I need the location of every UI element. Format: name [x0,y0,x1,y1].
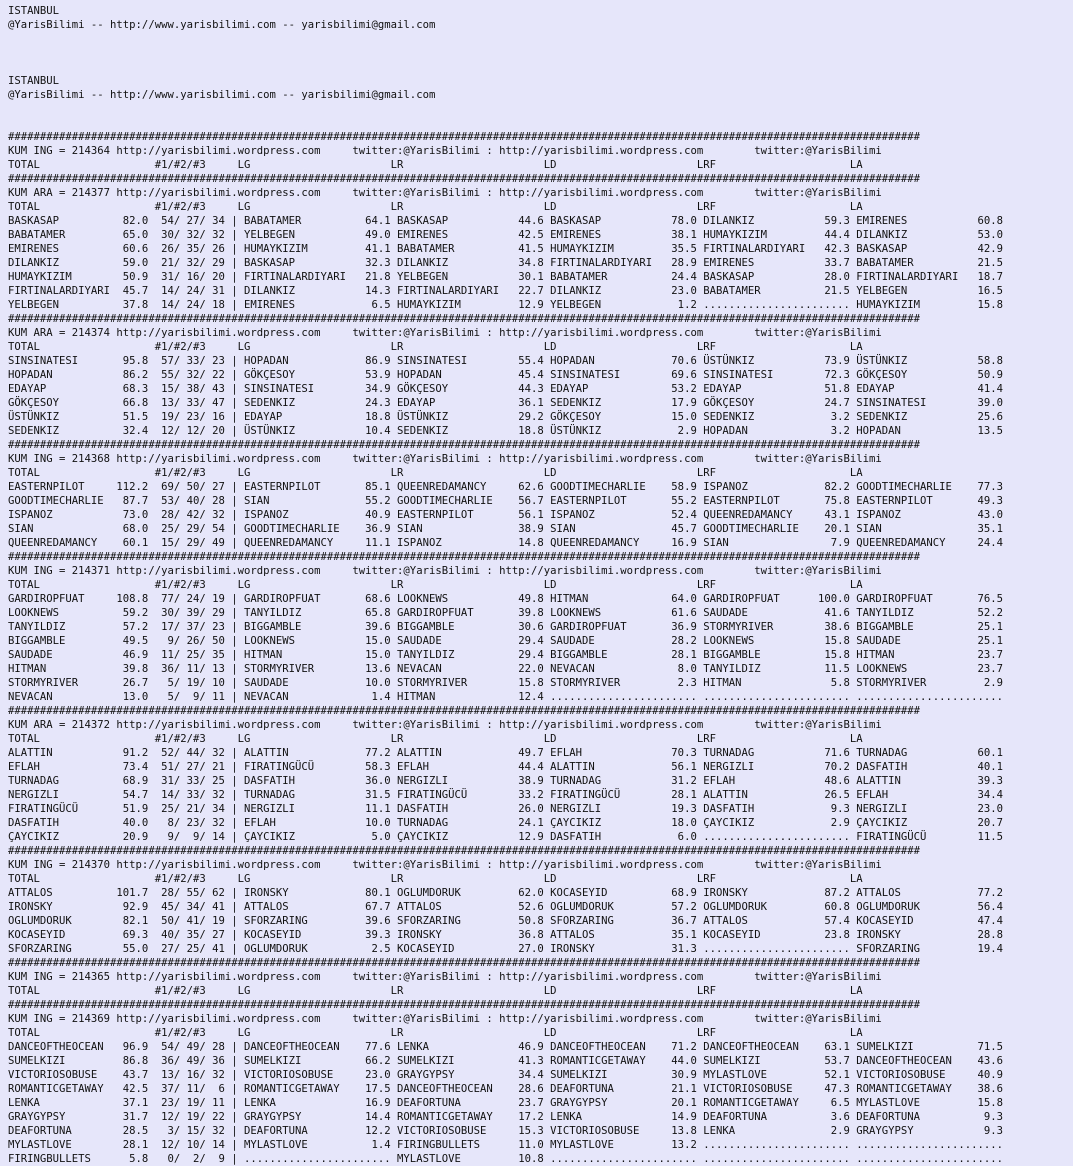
result-row: ISPANOZ 73.0 28/ 42/ 32 | ISPANOZ 40.9 EASTERNPILOT 56.1 ISPANOZ 52.4 QUEENREDAMANCY 43.1 ISPANOZ 43.0 [8,509,1003,521]
result-row: GRAYGYPSY 31.7 12/ 19/ 22 | GRAYGYPSY 14.4 ROMANTICGETAWAY 17.2 LENKA 14.9 DEAFORTUNA 3.6 DEAFORTUNA 9.3 [8,1111,1003,1123]
result-row: EASTERNPILOT 112.2 69/ 50/ 27 | EASTERNPILOT 85.1 QUEENREDAMANCY 62.6 GOODTIMECHARLIE 58.9 ISPANOZ 82.2 GOODTIMECHARLIE 77.3 [8,481,1003,493]
result-row: BABATAMER 65.0 30/ 32/ 32 | YELBEGEN 49.0 EMIRENES 42.5 EMIRENES 38.1 HUMAYKIZIM 44.4 DILANKIZ 53.0 [8,229,1003,241]
separator-line: ############################################################################################################################################### [8,313,921,325]
column-header-line: TOTAL #1/#2/#3 LG LR LD LRF LA [8,1027,863,1039]
separator-line: ############################################################################################################################################### [8,173,921,185]
result-row: HUMAYKIZIM 50.9 31/ 16/ 20 | FIRTINALARDIYARI 21.8 YELBEGEN 30.1 BABATAMER 24.4 BASKASAP 28.0 FIRTINALARDIYARI 18.7 [8,271,1003,283]
result-row: FIRINGBULLETS 5.8 0/ 2/ 9 | ....................... MYLASTLOVE 10.8 ....................... ....................... ....................... [8,1153,1003,1165]
result-row: GÖKÇESOY 66.8 13/ 33/ 47 | SEDENKIZ 24.3 EDAYAP 36.1 SEDENKIZ 17.9 GÖKÇESOY 24.7 SINSINATESI 39.0 [8,397,1003,409]
separator-line: ############################################################################################################################################### [8,439,921,451]
blank-line [8,60,1073,74]
result-row: FIRTINALARDIYARI 45.7 14/ 24/ 31 | DILANKIZ 14.3 FIRTINALARDIYARI 22.7 DILANKIZ 23.0 BABATAMER 21.5 YELBEGEN 16.5 [8,285,1003,297]
result-row: DEAFORTUNA 28.5 3/ 15/ 32 | DEAFORTUNA 12.2 VICTORIOSOBUSE 15.3 VICTORIOSOBUSE 13.8 LENKA 2.9 GRAYGYPSY 9.3 [8,1125,1003,1137]
blank-line [8,32,1073,46]
result-row: ALATTIN 91.2 52/ 44/ 32 | ALATTIN 77.2 ALATTIN 49.7 EFLAH 70.3 TURNADAG 71.6 TURNADAG 60.1 [8,747,1003,759]
city-title: ISTANBUL [8,75,60,87]
result-row: QUEENREDAMANCY 60.1 15/ 29/ 49 | QUEENREDAMANCY 11.1 ISPANOZ 14.8 QUEENREDAMANCY 16.9 SIAN 7.9 QUEENREDAMANCY 24.4 [8,537,1003,549]
race-header-line: KUM ING = 214368 http://yarisbilimi.wordpress.com twitter:@YarisBilimi : http://yarisbilimi.wordpress.com twitter:@YarisBilimi [8,453,882,465]
race-header-line: KUM ARA = 214372 http://yarisbilimi.wordpress.com twitter:@YarisBilimi : http://yarisbilimi.wordpress.com twitter:@YarisBilimi [8,719,882,731]
separator-line: ############################################################################################################################################### [8,845,921,857]
blank-line [8,102,1073,116]
result-row: STORMYRIVER 26.7 5/ 19/ 10 | SAUDADE 10.0 STORMYRIVER 15.8 STORMYRIVER 2.3 HITMAN 5.8 STORMYRIVER 2.9 [8,677,1003,689]
result-row: SEDENKIZ 32.4 12/ 12/ 20 | ÜSTÜNKIZ 10.4 SEDENKIZ 18.8 ÜSTÜNKIZ 2.9 HOPADAN 3.2 HOPADAN 13.5 [8,425,1003,437]
result-row: SIAN 68.0 25/ 29/ 54 | GOODTIMECHARLIE 36.9 SIAN 38.9 SIAN 45.7 GOODTIMECHARLIE 20.1 SIAN 35.1 [8,523,1003,535]
contact-line: @YarisBilimi -- http://www.yarisbilimi.com -- yarisbilimi@gmail.com [8,19,436,31]
result-row: ATTALOS 101.7 28/ 55/ 62 | IRONSKY 80.1 OGLUMDORUK 62.0 KOCASEYID 68.9 IRONSKY 87.2 ATTALOS 77.2 [8,887,1003,899]
result-row: ÇAYCIKIZ 20.9 9/ 9/ 14 | ÇAYCIKIZ 5.0 ÇAYCIKIZ 12.9 DASFATIH 6.0 ....................... FIRATINGÜCÜ 11.5 [8,831,1003,843]
result-row: EDAYAP 68.3 15/ 38/ 43 | SINSINATESI 34.9 GÖKÇESOY 44.3 EDAYAP 53.2 EDAYAP 51.8 EDAYAP 41.4 [8,383,1003,395]
race-header-line: KUM ING = 214369 http://yarisbilimi.wordpress.com twitter:@YarisBilimi : http://yarisbilimi.wordpress.com twitter:@YarisBilimi [8,1013,882,1025]
result-row: GARDIROPFUAT 108.8 77/ 24/ 19 | GARDIROPFUAT 68.6 LOOKNEWS 49.8 HITMAN 64.0 GARDIROPFUAT 100.0 GARDIROPFUAT 76.5 [8,593,1003,605]
race-header-line: KUM ARA = 214374 http://yarisbilimi.wordpress.com twitter:@YarisBilimi : http://yarisbilimi.wordpress.com twitter:@YarisBilimi [8,327,882,339]
result-row: EMIRENES 60.6 26/ 35/ 26 | HUMAYKIZIM 41.1 BABATAMER 41.5 HUMAYKIZIM 35.5 FIRTINALARDIYARI 42.3 BASKASAP 42.9 [8,243,1003,255]
race-header-line: KUM ING = 214365 http://yarisbilimi.wordpress.com twitter:@YarisBilimi : http://yarisbilimi.wordpress.com twitter:@YarisBilimi [8,971,882,983]
separator-line: ############################################################################################################################################### [8,999,921,1011]
result-row: DILANKIZ 59.0 21/ 32/ 29 | BASKASAP 32.3 DILANKIZ 34.8 FIRTINALARDIYARI 28.9 EMIRENES 33.7 BABATAMER 21.5 [8,257,1003,269]
race-header-line: KUM ING = 214364 http://yarisbilimi.wordpress.com twitter:@YarisBilimi : http://yarisbilimi.wordpress.com twitter:@YarisBilimi [8,145,882,157]
result-row: HITMAN 39.8 36/ 11/ 13 | STORMYRIVER 13.6 NEVACAN 22.0 NEVACAN 8.0 TANYILDIZ 11.5 LOOKNEWS 23.7 [8,663,1003,675]
result-row: NEVACAN 13.0 5/ 9/ 11 | NEVACAN 1.4 HITMAN 12.4 ....................... ....................... ....................... [8,691,1003,703]
result-row: SINSINATESI 95.8 57/ 33/ 23 | HOPADAN 86.9 SINSINATESI 55.4 HOPADAN 70.6 ÜSTÜNKIZ 73.9 ÜSTÜNKIZ 58.8 [8,355,1003,367]
result-row: IRONSKY 92.9 45/ 34/ 41 | ATTALOS 67.7 ATTALOS 52.6 OGLUMDORUK 57.2 OGLUMDORUK 60.8 OGLUMDORUK 56.4 [8,901,1003,913]
result-row: DANCEOFTHEOCEAN 96.9 54/ 49/ 28 | DANCEOFTHEOCEAN 77.6 LENKA 46.9 DANCEOFTHEOCEAN 71.2 DANCEOFTHEOCEAN 63.1 SUMELKIZI 71.5 [8,1041,1003,1053]
race-header-line: KUM ING = 214370 http://yarisbilimi.wordpress.com twitter:@YarisBilimi : http://yarisbilimi.wordpress.com twitter:@YarisBilimi [8,859,882,871]
separator-line: ############################################################################################################################################### [8,131,921,143]
result-row: SAUDADE 46.9 11/ 25/ 35 | HITMAN 15.0 TANYILDIZ 29.4 BIGGAMBLE 28.1 BIGGAMBLE 15.8 HITMAN 23.7 [8,649,1003,661]
result-row: HOPADAN 86.2 55/ 32/ 22 | GÖKÇESOY 53.9 HOPADAN 45.4 SINSINATESI 69.6 SINSINATESI 72.3 GÖKÇESOY 50.9 [8,369,1003,381]
column-header-line: TOTAL #1/#2/#3 LG LR LD LRF LA [8,341,863,353]
blank-line [8,46,1073,60]
result-row: DASFATIH 40.0 8/ 23/ 32 | EFLAH 10.0 TURNADAG 24.1 ÇAYCIKIZ 18.0 ÇAYCIKIZ 2.9 ÇAYCIKIZ 20.7 [8,817,1003,829]
column-header-line: TOTAL #1/#2/#3 LG LR LD LRF LA [8,985,863,997]
result-row: GOODTIMECHARLIE 87.7 53/ 40/ 28 | SIAN 55.2 GOODTIMECHARLIE 56.7 EASTERNPILOT 55.2 EASTERNPILOT 75.8 EASTERNPILOT 49.3 [8,495,1003,507]
separator-line: ############################################################################################################################################### [8,957,921,969]
result-row: FIRATINGÜCÜ 51.9 25/ 21/ 34 | NERGIZLI 11.1 DASFATIH 26.0 NERGIZLI 19.3 DASFATIH 9.3 NERGIZLI 23.0 [8,803,1003,815]
column-header-line: TOTAL #1/#2/#3 LG LR LD LRF LA [8,733,863,745]
result-row: VICTORIOSOBUSE 43.7 13/ 16/ 32 | VICTORIOSOBUSE 23.0 GRAYGYPSY 34.4 SUMELKIZI 30.9 MYLASTLOVE 52.1 VICTORIOSOBUSE 40.9 [8,1069,1003,1081]
result-row: TURNADAG 68.9 31/ 33/ 25 | DASFATIH 36.0 NERGIZLI 38.9 TURNADAG 31.2 EFLAH 48.6 ALATTIN 39.3 [8,775,1003,787]
result-row: TANYILDIZ 57.2 17/ 37/ 23 | BIGGAMBLE 39.6 BIGGAMBLE 30.6 GARDIROPFUAT 36.9 STORMYRIVER 38.6 BIGGAMBLE 25.1 [8,621,1003,633]
race-header-line: KUM ING = 214371 http://yarisbilimi.wordpress.com twitter:@YarisBilimi : http://yarisbilimi.wordpress.com twitter:@YarisBilimi [8,565,882,577]
result-row: ÜSTÜNKIZ 51.5 19/ 23/ 16 | EDAYAP 18.8 ÜSTÜNKIZ 29.2 GÖKÇESOY 15.0 SEDENKIZ 3.2 SEDENKIZ 25.6 [8,411,1003,423]
result-row: YELBEGEN 37.8 14/ 24/ 18 | EMIRENES 6.5 HUMAYKIZIM 12.9 YELBEGEN 1.2 ....................... HUMAYKIZIM 15.8 [8,299,1003,311]
result-row: BIGGAMBLE 49.5 9/ 26/ 50 | LOOKNEWS 15.0 SAUDADE 29.4 SAUDADE 28.2 LOOKNEWS 15.8 SAUDADE 25.1 [8,635,1003,647]
blank-line [8,116,1073,130]
race-header-line: KUM ARA = 214377 http://yarisbilimi.wordpress.com twitter:@YarisBilimi : http://yarisbilimi.wordpress.com twitter:@YarisBilimi [8,187,882,199]
contact-line: @YarisBilimi -- http://www.yarisbilimi.com -- yarisbilimi@gmail.com [8,89,436,101]
result-row: NERGIZLI 54.7 14/ 33/ 32 | TURNADAG 31.5 FIRATINGÜCÜ 33.2 FIRATINGÜCÜ 28.1 ALATTIN 26.5 EFLAH 34.4 [8,789,1003,801]
separator-line: ############################################################################################################################################### [8,705,921,717]
result-row: MYLASTLOVE 28.1 12/ 10/ 14 | MYLASTLOVE 1.4 FIRINGBULLETS 11.0 MYLASTLOVE 13.2 ....................... ....................... [8,1139,1003,1151]
column-header-line: TOTAL #1/#2/#3 LG LR LD LRF LA [8,201,863,213]
column-header-line: TOTAL #1/#2/#3 LG LR LD LRF LA [8,579,863,591]
column-header-line: TOTAL #1/#2/#3 LG LR LD LRF LA [8,159,863,171]
result-row: LENKA 37.1 23/ 19/ 11 | LENKA 16.9 DEAFORTUNA 23.7 GRAYGYPSY 20.1 ROMANTICGETAWAY 6.5 MYLASTLOVE 15.8 [8,1097,1003,1109]
result-row: SFORZARING 55.0 27/ 25/ 41 | OGLUMDORUK 2.5 KOCASEYID 27.0 IRONSKY 31.3 ....................... SFORZARING 19.4 [8,943,1003,955]
result-row: OGLUMDORUK 82.1 50/ 41/ 19 | SFORZARING 39.6 SFORZARING 50.8 SFORZARING 36.7 ATTALOS 57.4 KOCASEYID 47.4 [8,915,1003,927]
result-row: ROMANTICGETAWAY 42.5 37/ 11/ 6 | ROMANTICGETAWAY 17.5 DANCEOFTHEOCEAN 28.6 DEAFORTUNA 21.1 VICTORIOSOBUSE 47.3 ROMANTICGETAWAY 38.6 [8,1083,1003,1095]
column-header-line: TOTAL #1/#2/#3 LG LR LD LRF LA [8,873,863,885]
separator-line: ############################################################################################################################################### [8,551,921,563]
result-row: KOCASEYID 69.3 40/ 35/ 27 | KOCASEYID 39.3 IRONSKY 36.8 ATTALOS 35.1 KOCASEYID 23.8 IRONSKY 28.8 [8,929,1003,941]
result-row: LOOKNEWS 59.2 30/ 39/ 29 | TANYILDIZ 65.8 GARDIROPFUAT 39.8 LOOKNEWS 61.6 SAUDADE 41.6 TANYILDIZ 52.2 [8,607,1003,619]
result-row: BASKASAP 82.0 54/ 27/ 34 | BABATAMER 64.1 BASKASAP 44.6 BASKASAP 78.0 DILANKIZ 59.3 EMIRENES 60.8 [8,215,1003,227]
city-title: ISTANBUL [8,5,60,17]
result-row: EFLAH 73.4 51/ 27/ 21 | FIRATINGÜCÜ 58.3 EFLAH 44.4 ALATTIN 56.1 NERGIZLI 70.2 DASFATIH 40.1 [8,761,1003,773]
column-header-line: TOTAL #1/#2/#3 LG LR LD LRF LA [8,467,863,479]
result-row: SUMELKIZI 86.8 36/ 49/ 36 | SUMELKIZI 66.2 SUMELKIZI 41.3 ROMANTICGETAWAY 44.0 SUMELKIZI 53.7 DANCEOFTHEOCEAN 43.6 [8,1055,1003,1067]
